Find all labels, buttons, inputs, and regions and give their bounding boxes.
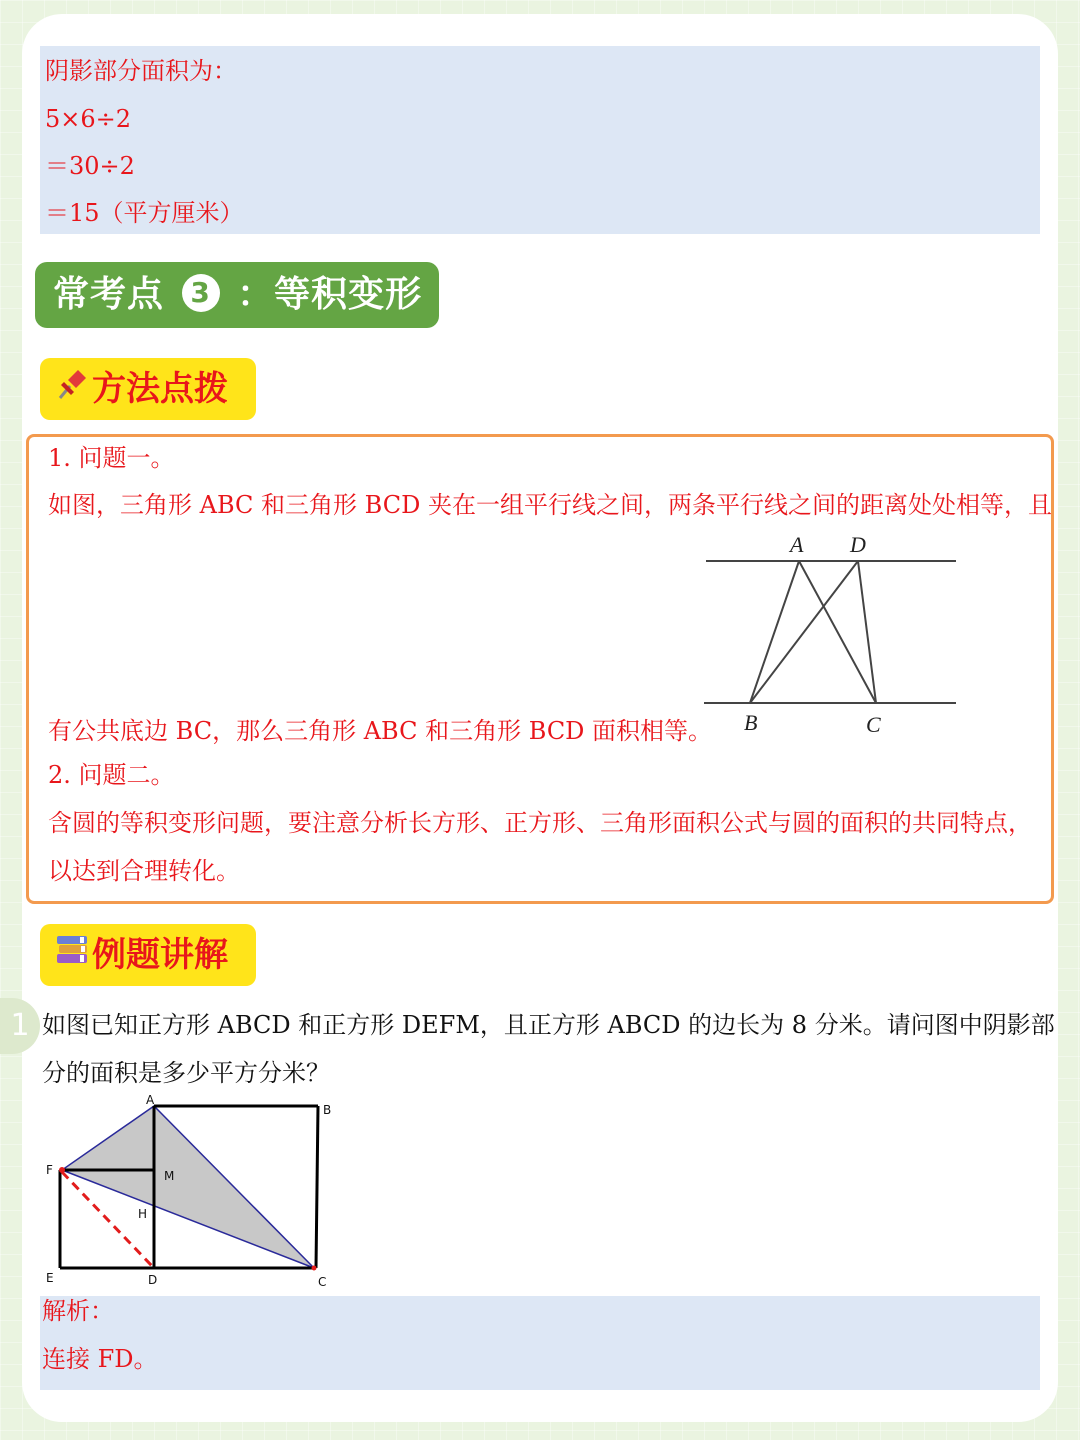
squares-figure <box>40 1094 340 1294</box>
fig-label-b: B <box>323 1103 332 1117</box>
side-bc <box>316 1106 318 1268</box>
segment-dc <box>858 561 876 703</box>
q1-line-2: 有公共底边 BC，那么三角形 ABC 和三角形 BCD 面积相等。 <box>48 717 713 745</box>
example-badge-label: 例题讲解 <box>92 935 228 975</box>
label-a: A <box>790 532 804 557</box>
q1-title: 1. 问题一。 <box>48 444 175 472</box>
solution-line-1: 阴影部分面积为： <box>45 57 237 85</box>
solution-line-3: ＝30÷2 <box>45 152 135 180</box>
segment-ab <box>750 561 799 703</box>
q1-line-1: 如图，三角形 ABC 和三角形 BCD 夹在一组平行线之间，两条平行线之间的距离处处相等，且 <box>48 491 1052 519</box>
method-badge <box>40 358 256 420</box>
example-line-2: 分的面积是多少平方分米？ <box>42 1059 330 1087</box>
fig-label-a: A <box>146 1094 155 1107</box>
section-title-suffix: ：等积变形 <box>237 274 423 315</box>
label-d: D <box>850 532 866 557</box>
fig-label-h: H <box>138 1207 148 1221</box>
fig-label-c: C <box>318 1275 327 1289</box>
fig-label-m: M <box>164 1169 175 1183</box>
segment-db <box>750 561 858 703</box>
example-badge <box>40 924 256 986</box>
label-b: B <box>744 710 758 735</box>
section-title-prefix: 常考点 <box>53 274 165 315</box>
section-title-badge <box>35 262 439 328</box>
label-c: C <box>866 712 881 737</box>
fig-label-f: F <box>46 1163 53 1177</box>
q2-title: 2. 问题二。 <box>48 761 175 789</box>
method-badge-label: 方法点拨 <box>92 369 228 409</box>
shaded-triangle <box>62 1106 314 1268</box>
q2-line-1: 含圆的等积变形问题，要注意分析长方形、正方形、三角形面积公式与圆的面积的共同特点， <box>48 809 1032 837</box>
segment-ac <box>799 561 876 703</box>
solution-line-2: 5×6÷2 <box>45 105 132 133</box>
analysis-line-1: 连接 FD。 <box>42 1345 158 1373</box>
example-line-1: 如图已知正方形 ABCD 和正方形 DEFM，且正方形 ABCD 的边长为 8 分米。请问图中阴影部 <box>42 1011 1055 1039</box>
point-f <box>59 1167 65 1173</box>
fig-label-d: D <box>148 1273 158 1287</box>
q2-line-2: 以达到合理转化。 <box>48 857 240 885</box>
parallel-triangles-figure <box>700 528 962 742</box>
analysis-box <box>40 1296 1040 1390</box>
analysis-title: 解析： <box>42 1297 114 1325</box>
fig-label-e: E <box>46 1271 54 1285</box>
point-c <box>312 1266 317 1271</box>
example-number-badge: 1 <box>0 998 40 1054</box>
pushpin-icon <box>54 360 90 422</box>
section-number: 3 <box>182 274 220 312</box>
books-icon <box>54 926 90 988</box>
solution-line-4: ＝15（平方厘米） <box>45 199 244 227</box>
